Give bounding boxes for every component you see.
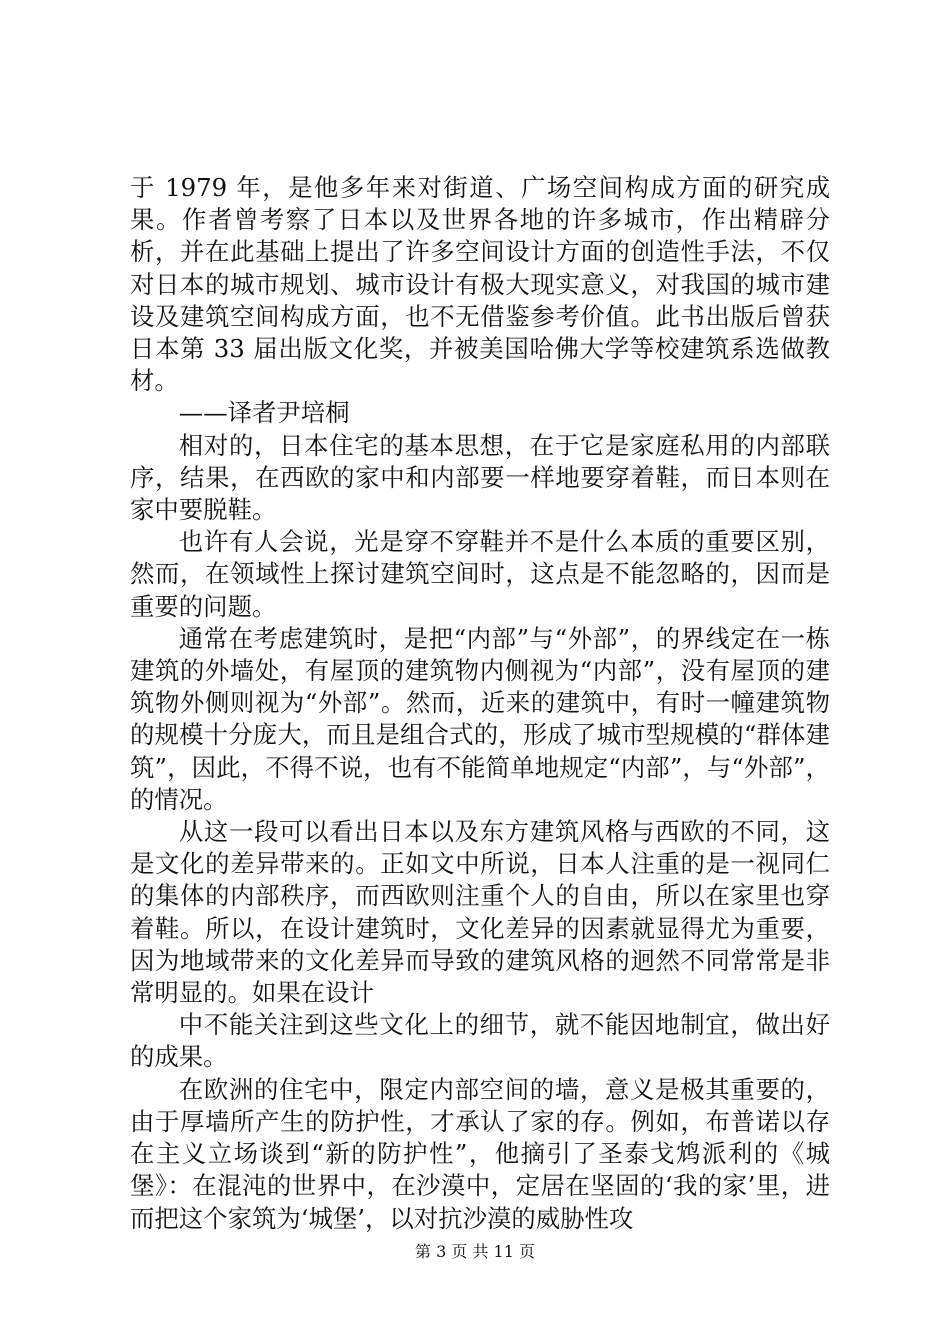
paragraph-intro: 于 1979 年，是他多年来对街道、广场空间构成方面的研究成果。作者曾考察了日本以及世界各地的许多城市，作出精辟分析，并在此基础上提出了许多空间设计方面的创造性手法，不仅对日本的城市规划、城市设计有极大现实意义，对我国的城市建设及建筑空间构成方面，也不无借鉴参考价值。此书出版后曾获日本第 33 届出版文化奖，并被美国哈佛大学等校建筑系选做教材。 bbox=[130, 173, 830, 396]
paragraph-design-details: 中不能关注到这些文化上的细节，就不能因地制宜，做出好的成果。 bbox=[130, 1010, 830, 1072]
page-number-footer: 第 3 页 共 11 页 bbox=[415, 1242, 535, 1261]
paragraph-european-walls: 在欧洲的住宅中，限定内部空间的墙，意义是极其重要的，由于厚墙所产生的防护性，才承认了家的存。例如，布普诺以存在主义立场谈到“新的防护性”，他摘引了圣泰戈鸩派利的《城堡》：在混沌的世界中，在沙漠中，定居在坚固的‘我的家’里，进而把这个家筑为‘城堡’，以对抗沙漠的威胁性攻 bbox=[130, 1074, 830, 1233]
body-text bbox=[130, 172, 830, 1235]
paragraph-shoes: 也许有人会说，光是穿不穿鞋并不是什么本质的重要区别，然而，在领域性上探讨建筑空间时，这点是不能忽略的，因而是重要的问题。 bbox=[130, 527, 830, 621]
paragraph-translator-signature: ——译者尹培桐 bbox=[178, 398, 350, 428]
paragraph-cultural-difference: 从这一段可以看出日本以及东方建筑风格与西欧的不同，这是文化的差异带来的。正如文中所说，日本人注重的是一视同仁的集体的内部秩序，而西欧则注重个人的自由，所以在家里也穿着鞋。所以，在设计建筑时，文化差异的因素就显得尤为重要，因为地域带来的文化差异而导致的建筑风格的迥然不同常常是非常明显的。如果在设计 bbox=[130, 817, 830, 1008]
paragraph-inside-outside: 通常在考虑建筑时，是把“内部”与“外部”，的界线定在一栋建筑的外墙处，有屋顶的建筑物内侧视为“内部”，没有屋顶的建筑物外侧则视为“外部”。然而，近来的建筑中，有时一幢建筑物的规模十分庞大，而且是组合式的，形成了城市型规模的“群体建筑”，因此，不得不说，也有不能简单地规定“内部”，与“外部”，的情况。 bbox=[130, 623, 830, 814]
paragraph-japanese-house: 相对的，日本住宅的基本思想，在于它是家庭私用的内部联序，结果，在西欧的家中和内部要一样地要穿着鞋，而日本则在家中要脱鞋。 bbox=[130, 430, 830, 525]
